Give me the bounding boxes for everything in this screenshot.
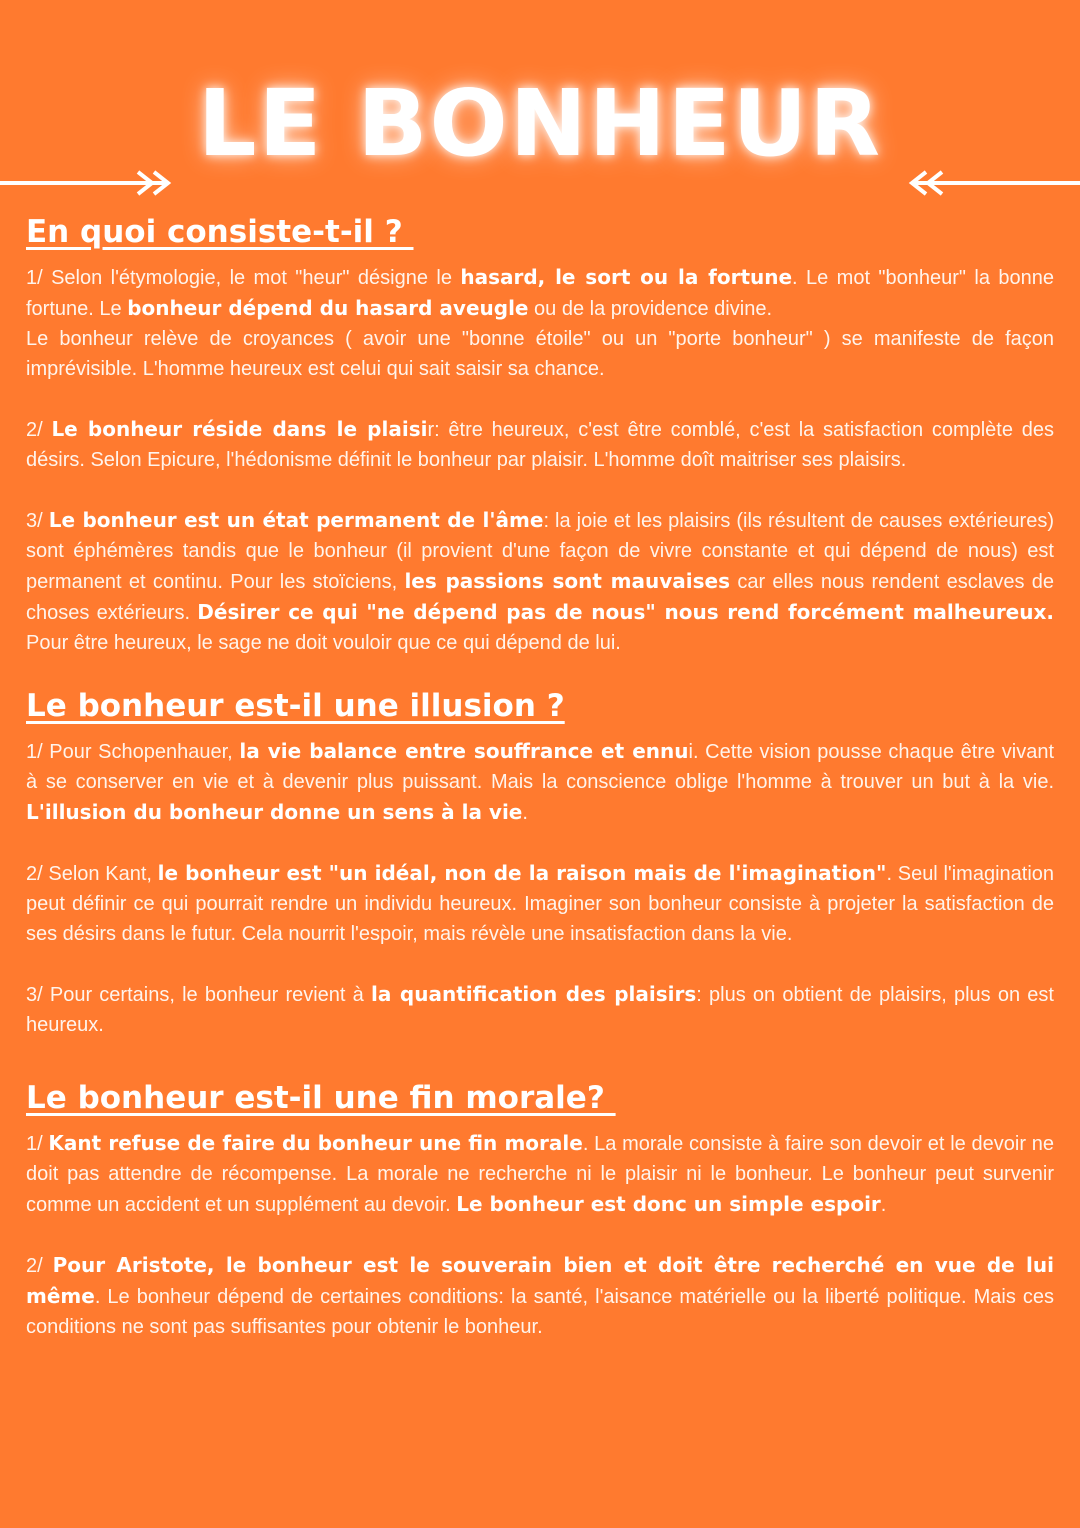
section-moral xyxy=(26,1080,1054,1342)
paragraph: 1/ Pour Schopenhauer, la vie balance entre souffrance et ennui. Cette vision pousse chaque être vivant à se conserver en vie et à devenir plus puissant. Mais la conscience oblige l'homme à trouver un but à la vie. L'illusion du bonheur donne un sens à la vie. xyxy=(26,739,1055,824)
section-heading: En quoi consiste-t-il ? xyxy=(26,214,414,250)
section-heading: Le bonheur est-il une illusion ? xyxy=(26,688,565,724)
paragraph: 3/ Pour certains, le bonheur revient à la quantification des plaisirs: plus on obtient de plaisirs, plus on est heureux. xyxy=(26,982,1054,1036)
content xyxy=(26,214,1054,1372)
section-illusion xyxy=(26,688,1054,1040)
paragraph-line: 1/ Selon l'étymologie, le mot "heur" désigne le hasard, le sort ou la fortune. Le mot "bonheur" la bonne fortune. Le bonheur dépend du hasard aveugle ou de la providence divine. xyxy=(26,265,1054,320)
page-title: LE BONHEUR xyxy=(197,70,883,177)
section-definition xyxy=(26,214,1054,658)
paragraph xyxy=(26,262,1054,384)
paragraph: 2/ Pour Aristote, le bonheur est le souverain bien et doit être recherché en vue de lui même. Le bonheur dépend de certaines conditions: la santé, l'aisance matérielle ou la liberté politique. Mais ces conditions ne sont pas suffisantes pour obtenir le bonheur. xyxy=(26,1253,1054,1338)
section-heading: Le bonheur est-il une fin morale? xyxy=(26,1080,616,1116)
header xyxy=(0,60,1080,190)
paragraph: 3/ Le bonheur est un état permanent de l'âme: la joie et les plaisirs (ils résultent de causes extérieures) sont éphémères tandis que le bonheur (il provient d'une façon de vivre constante et qui dépend de nous) est permanent et continu. Pour les stoïciens, les passions sont mauvaises car elles nous rendent esclaves de choses extérieurs. Désirer ce qui "ne dépend pas de nous" nous rend forcément malheureux. Pour être heureux, le sage ne doit vouloir que ce qui dépend de lui. xyxy=(26,508,1055,654)
paragraph: 2/ Selon Kant, le bonheur est "un idéal, non de la raison mais de l'imagination". Seul l'imagination peut définir ce qui pourrait rendre un individu heureux. Imaginer son bonheur consiste à projeter la satisfaction de ses désirs dans le futur. Cela nourrit l'espoir, mais révèle une insatisfaction dans la vie. xyxy=(26,861,1055,945)
paragraph: 1/ Kant refuse de faire du bonheur une fin morale. La morale consiste à faire son devoir et le devoir ne doit pas attendre de récompense. La morale ne recherche ni le plaisir ni le bonheur. Le bonheur peut survenir comme un accident et un supplément au devoir. Le bonheur est donc un simple espoir. xyxy=(26,1131,1054,1216)
paragraph-line: Le bonheur relève de croyances ( avoir une "bonne étoile" ou un "porte bonheur" ) se manifeste de façon imprévisible. L'homme heureux est celui qui sait saisir sa chance. xyxy=(26,328,1054,380)
paragraph: 2/ Le bonheur réside dans le plaisir: être heureux, c'est être comblé, c'est la satisfaction complète des désirs. Selon Epicure, l'hédonisme définit le bonheur par plaisir. L'homme doît maitriser ses plaisirs. xyxy=(26,417,1054,471)
arrow-left-icon xyxy=(904,168,1080,198)
